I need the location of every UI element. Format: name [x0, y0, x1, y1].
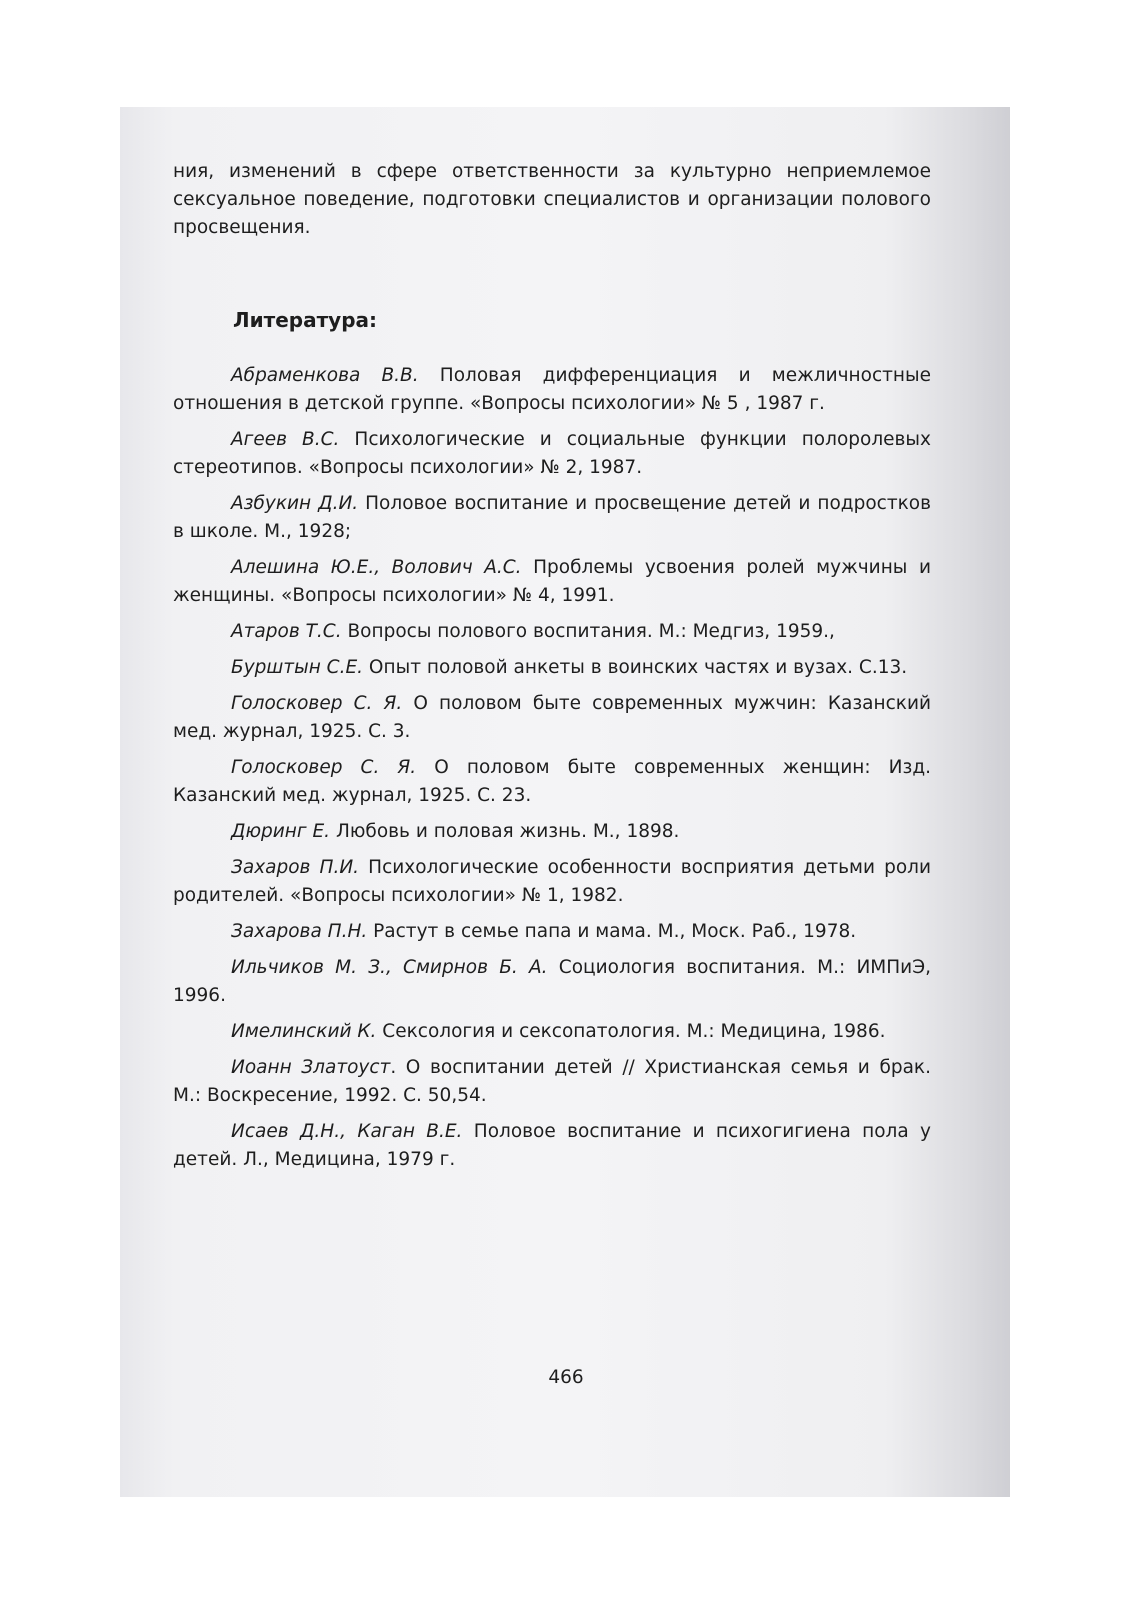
reference-entry — [173, 554, 931, 610]
reference-text: Половое воспитание и психогигиена пола у детей. Л., Медицина, 1979 г. — [173, 1121, 931, 1170]
reference-author: Ильчиков М. З., Смирнов Б. А. — [231, 957, 548, 978]
page-body — [173, 158, 931, 1182]
reference-entry — [173, 854, 931, 910]
reference-text: О половом быте современных женщин: Изд. Казанский мед. журнал, 1925. С. 23. — [173, 757, 932, 806]
reference-text: Растут в семье папа и мама. М., Моск. Раб., 1978. — [367, 921, 857, 942]
reference-entry — [173, 818, 931, 846]
reference-text: Опыт половой анкеты в воинских частях и вузах. С.13. — [363, 657, 908, 678]
reference-entry — [173, 1118, 931, 1174]
reference-author: Агеев В.С. — [231, 429, 340, 450]
reference-author: Исаев Д.Н., Каган В.Е. — [231, 1121, 463, 1142]
reference-author: Атаров Т.С. — [231, 621, 342, 642]
reference-entry — [173, 690, 931, 746]
reference-entry — [173, 426, 931, 482]
reference-text: О половом быте современных мужчин: Казанский мед. журнал, 1925. С. 3. — [173, 693, 931, 742]
reference-author: Иоанн Златоуст — [231, 1057, 391, 1078]
reference-text: Половое воспитание и просвещение детей и подростков в школе. М., 1928; — [173, 493, 931, 542]
intro-paragraph: ния, изменений в сфере ответственности за культурно неприемлемое сексуальное поведение, подготовки специалистов и организации полового просвещения. — [173, 161, 931, 238]
reference-author: Алешина Ю.Е., Волович А.С. — [231, 557, 522, 578]
reference-author: Бурштын С.Е. — [231, 657, 364, 678]
reference-author: Дюринг Е. — [231, 821, 331, 842]
reference-entry — [173, 1018, 931, 1046]
reference-entry — [173, 754, 931, 810]
reference-text: Проблемы усвоения ролей мужчины и женщины. «Вопросы психологии» № 4, 1991. — [173, 557, 931, 606]
reference-text: Сексология и сексопатология. М.: Медицина, 1986. — [376, 1021, 886, 1042]
reference-entry — [173, 1054, 931, 1110]
reference-author: Голосковер С. Я. — [231, 693, 403, 714]
reference-author: Абраменкова В.В. — [231, 365, 419, 386]
reference-author: Захаров П.И. — [231, 857, 360, 878]
reference-text: Половая дифференциация и межличностные отношения в детской группе. «Вопросы психологии» № 5 , 1987 г. — [173, 365, 932, 414]
page-number: 466 — [548, 1367, 584, 1388]
reference-text: . О воспитании детей // Христианская семья и брак. М.: Воскресение, 1992. С. 50,54. — [173, 1057, 931, 1106]
reference-entry — [173, 362, 931, 418]
reference-list — [173, 362, 931, 1174]
reference-entry — [173, 654, 931, 682]
reference-text: Социология воспитания. М.: ИМПиЭ, 1996. — [173, 957, 931, 1006]
reference-author: Захарова П.Н. — [231, 921, 368, 942]
reference-text: Психологические особенности восприятия детьми роли родителей. «Вопросы психологии» № 1, 1982. — [173, 857, 932, 906]
reference-author: Голосковер С. Я. — [231, 757, 417, 778]
reference-entry — [173, 490, 931, 546]
reference-author: Имелинский К. — [231, 1021, 377, 1042]
reference-entry — [173, 954, 931, 1010]
reference-author: Азбукин Д.И. — [231, 493, 359, 514]
reference-entry — [173, 618, 931, 646]
references-heading: Литература: — [233, 308, 378, 332]
reference-text: Вопросы полового воспитания. М.: Медгиз, 1959., — [341, 621, 835, 642]
reference-entry — [173, 918, 931, 946]
reference-text: Психологические и социальные функции полоролевых стереотипов. «Вопросы психологии» № 2, 1987. — [173, 429, 931, 478]
reference-text: Любовь и половая жизнь. М., 1898. — [330, 821, 680, 842]
